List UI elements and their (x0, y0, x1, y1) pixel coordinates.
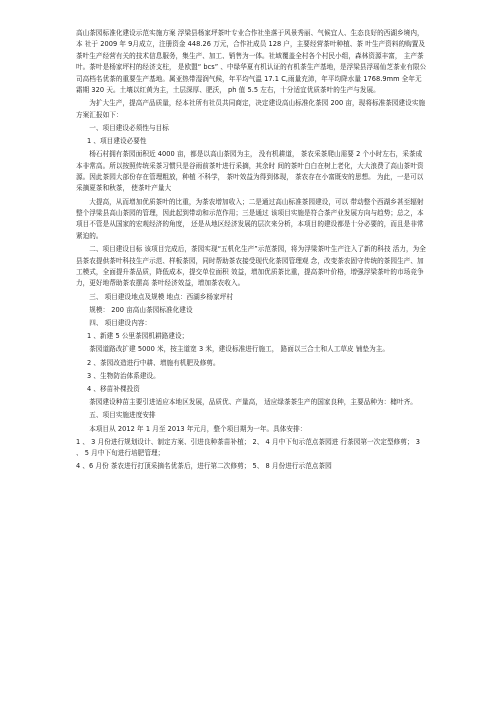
content-item-2: 2 、茶园改造进行中耕、增施有机肥及修剪。 (87, 358, 220, 367)
section-heading-4: 四、 项目建设内容： (89, 318, 152, 327)
subsection-heading-1-1: 1 、项目建设必要性 (87, 137, 147, 146)
section-heading-5: 五、项目实施进度安排 (89, 411, 156, 420)
schedule-intro: 本项目从 2012 年 1 月至 2013 年元月，整个项目期为一年。具体安排： (89, 424, 307, 433)
content-item-4: 4 、移苗补棵投资 (87, 384, 140, 393)
schedule-line-2: 4 、6 月份 茶农进行打顶采摘名优茶后，进行第二次修剪； 5、 8 月份进行示范点茶园 (76, 462, 332, 471)
section-heading-1: 一、项目建设必须性与目标 (89, 123, 169, 132)
goal-paragraph: 二、项目建设目标 该项目完成后，茶园实现“五机化生产”示范茶园，将为浮梁茶叶生产注入了新的科技 活力，为全县茶农提供茶叶科技生产示范、样板茶园，同时帮助茶农接受现代化茶园管理观 念，改变茶农固守传统的茶园生产、加工模式，全面提升茶品质，降低成本，提交单位面积 效益，增加优质茶比重，提高茶叶价格，增强浮梁茶叶的市场竞争力，更好地帮助茶农摆高 茶叶经济效益，增加茶农收入。 (76, 245, 426, 288)
necessity-paragraph-continued: 大提高，从而增加优质茶叶的比重，为茶农增加收入；二是通过高山标准茶园建设，可以 带动整个西湖乡甚至辐射整个浮梁县高山茶园的管理，因此起到带动和示范作用；三是通过 该项目实施是符合茶产业发展方向与趋势；总之，本项目不管是从国家的宏观经济的角度， 还是从地区经济发展的层次来分析，本项目的建设都是十分必要的，而且是非常紧迫的。 (76, 197, 424, 240)
scale-line: 规模： 200 亩高山茶园标准化建设 (89, 305, 193, 314)
intro-paragraph: 高山茶园标准化建设示范实施方案 浮梁县杨家坪茶叶专业合作社坐落于风景秀丽、气候宜人、生态良好的西湖乡境内，本 社于 2009 年 9月成立，注册资金 448.26 万元，合作社成员 128 户，主要经营茶叶种植、茶 叶生产资料的购置及茶叶生产经营有关的技术信息服务，集生产、加工、销售为一体。社域覆盖全村各个村民小组，森林资源丰富， 主产茶叶。茶叶是杨家坪村的经济支柱， 是欧盟“ bcs” 、中绿华夏有机认证的有机茶生产基地，是浮梁县浮瑶仙芝茶业有限公司高档名优茶的重要生产基地。属亚热带湿润气候，年平均气温 17.1 C,雨量充沛，年平均降水量 1768.9mm 全年无霜期 320 天。土壤以红黄为主，土层深厚、肥沃， ph 值 5.5 左右，十分适宜优质茶叶的生产与发展。 (76, 29, 427, 95)
necessity-paragraph: 杨石村拥有茶园面积近 4000 亩，都是以高山茶园为主， 没有机耕道， 茶农采茶爬山需要 2 个小时左右，采茶成本非常高。所以按照传统采茶习惯只是谷雨前茶叶进行采摘，其余时 间的茶叶白白在树上老化，大大浪费了高山茶叶资源。因此茶园大部份存在管理粗放，种植 不科学， 茶叶效益为得到体现， 茶农存在小富既安的思想。 为此，一是可以采摘夏茶和秋茶， 使茶叶产量大 (76, 150, 424, 193)
purpose-paragraph: 为扩大生产，提高产品质量，经本社所有社员共同商定，决定建设高山标准化茶园 200 亩，现将标准茶园建设实施方案汇报如下： (76, 99, 426, 119)
location-line: 三、 项目建设地点及规模 地点：西湖乡杨家坪村 (89, 292, 233, 301)
content-item-1: 1 、新建 5 公里茶园机耕路建设； (87, 332, 189, 341)
content-item-3: 3 、生物防治体系建设。 (87, 371, 160, 380)
schedule-line-1: 1 、 3 月份进行规划设计、制定方案、引进良种茶苗补植； 2、 4 月中下旬示范点茶园进 行茶园第一次定型修剪； 3 、 5 月中下旬进行培肥管理； (76, 437, 421, 458)
road-paragraph: 茶园道路改扩建 5000 米，按主道宽 3 米，建设标准进行施工， 路面以三合土和人工草皮 铺垫为主。 (89, 345, 390, 354)
document-body (76, 28, 428, 475)
seedling-paragraph: 茶园建设种苗主要引进适应本地区发展，品质优、产量高， 适应绿茶茶生产的国家良种，主要品种为：槠叶齐。 (89, 398, 417, 407)
